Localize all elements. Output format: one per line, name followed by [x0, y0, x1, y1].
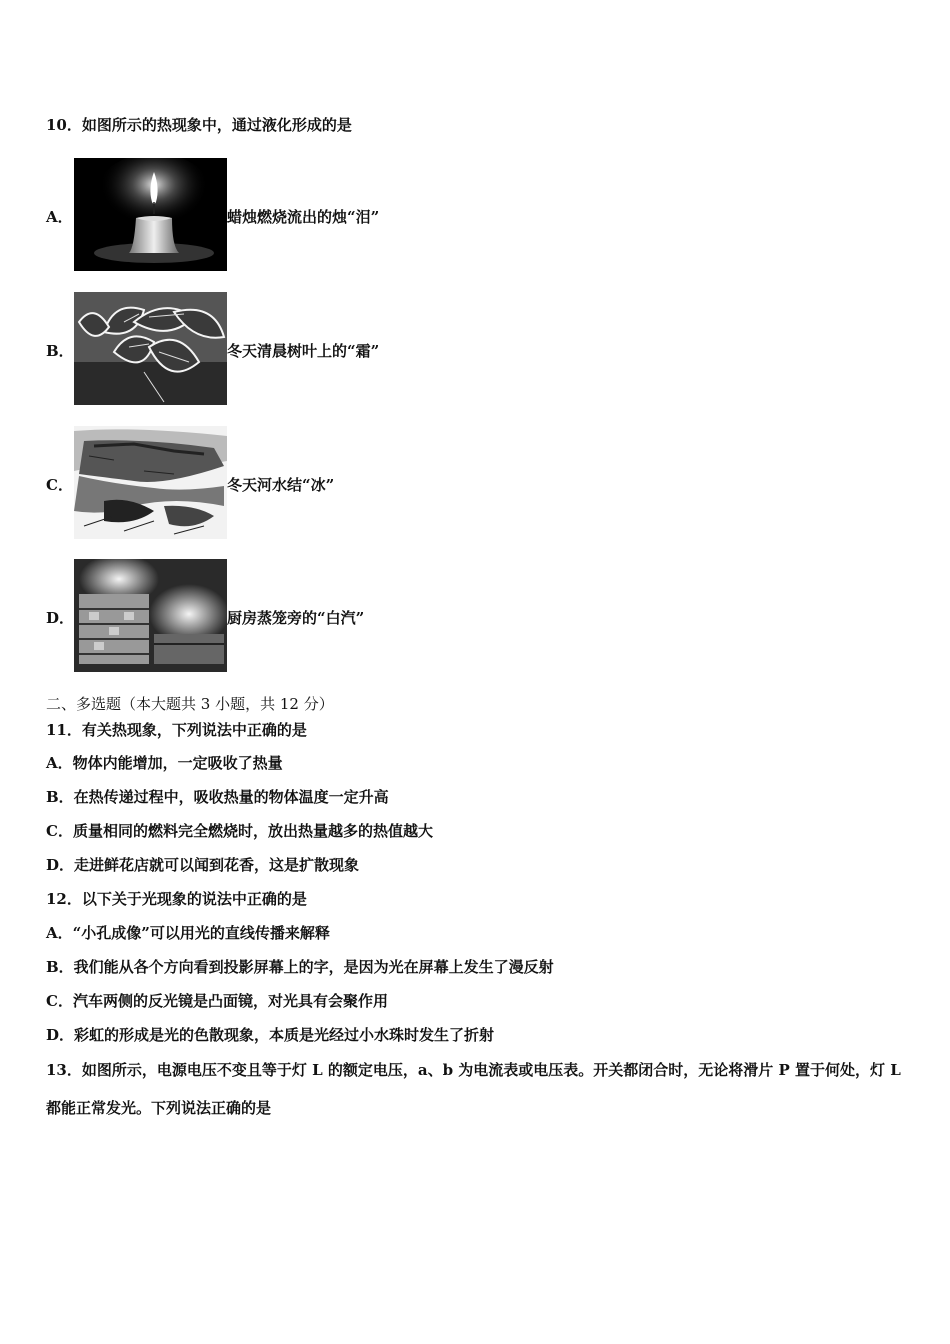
q11-option-c: C．质量相同的燃料完全燃烧时，放出热量越多的热值越大 [46, 822, 433, 840]
option-caption: 蜡烛燃烧流出的烛“泪” [227, 208, 380, 226]
q12-option-c: C．汽车两侧的反光镜是凸面镜，对光具有会聚作用 [46, 992, 388, 1010]
q10-option-d [46, 559, 566, 675]
steamer-photo [74, 559, 227, 672]
q12-option-b: B．我们能从各个方向看到投影屏幕上的字，是因为光在屏幕上发生了漫反射 [46, 958, 554, 976]
option-letter: C． [46, 476, 73, 494]
candle-photo [74, 158, 227, 271]
q11-option-d: D．走进鲜花店就可以闻到花香，这是扩散现象 [46, 856, 360, 874]
option-letter: D． [46, 609, 75, 627]
question-11-stem: 11．有关热现象，下列说法中正确的是 [46, 721, 307, 739]
q10-option-a [46, 158, 566, 274]
frozen-river-photo [74, 426, 227, 539]
option-caption: 冬天河水结“冰” [227, 476, 335, 494]
q10-option-b [46, 292, 566, 408]
question-13-stem: 13．如图所示，电源电压不变且等于灯 L 的额定电压，a、b 为电流表或电压表。开关都闭合时，无论将滑片 P 置于何处，灯 L 都能正常发光。下列说法正确的是 [46, 1061, 901, 1117]
q11-option-b: B．在热传递过程中，吸收热量的物体温度一定升高 [46, 788, 389, 806]
frosted-leaves-photo [74, 292, 227, 405]
q11-option-a: A．物体内能增加，一定吸收了热量 [46, 754, 283, 772]
q12-option-d: D．彩虹的形成是光的色散现象，本质是光经过小水珠时发生了折射 [46, 1026, 495, 1044]
option-caption: 冬天清晨树叶上的“霜” [227, 342, 380, 360]
section-heading: 二、多选题（本大题共 3 小题，共 12 分） [46, 695, 334, 713]
option-caption: 厨房蒸笼旁的“白汽” [227, 609, 365, 627]
question-12-stem: 12．以下关于光现象的说法中正确的是 [46, 890, 307, 908]
option-letter: A． [46, 208, 73, 226]
q10-option-c [46, 426, 566, 542]
q12-option-a: A．“小孔成像”可以用光的直线传播来解释 [46, 924, 330, 942]
question-10-stem: 10．如图所示的热现象中，通过液化形成的是 [46, 116, 352, 134]
option-letter: B． [46, 342, 74, 360]
